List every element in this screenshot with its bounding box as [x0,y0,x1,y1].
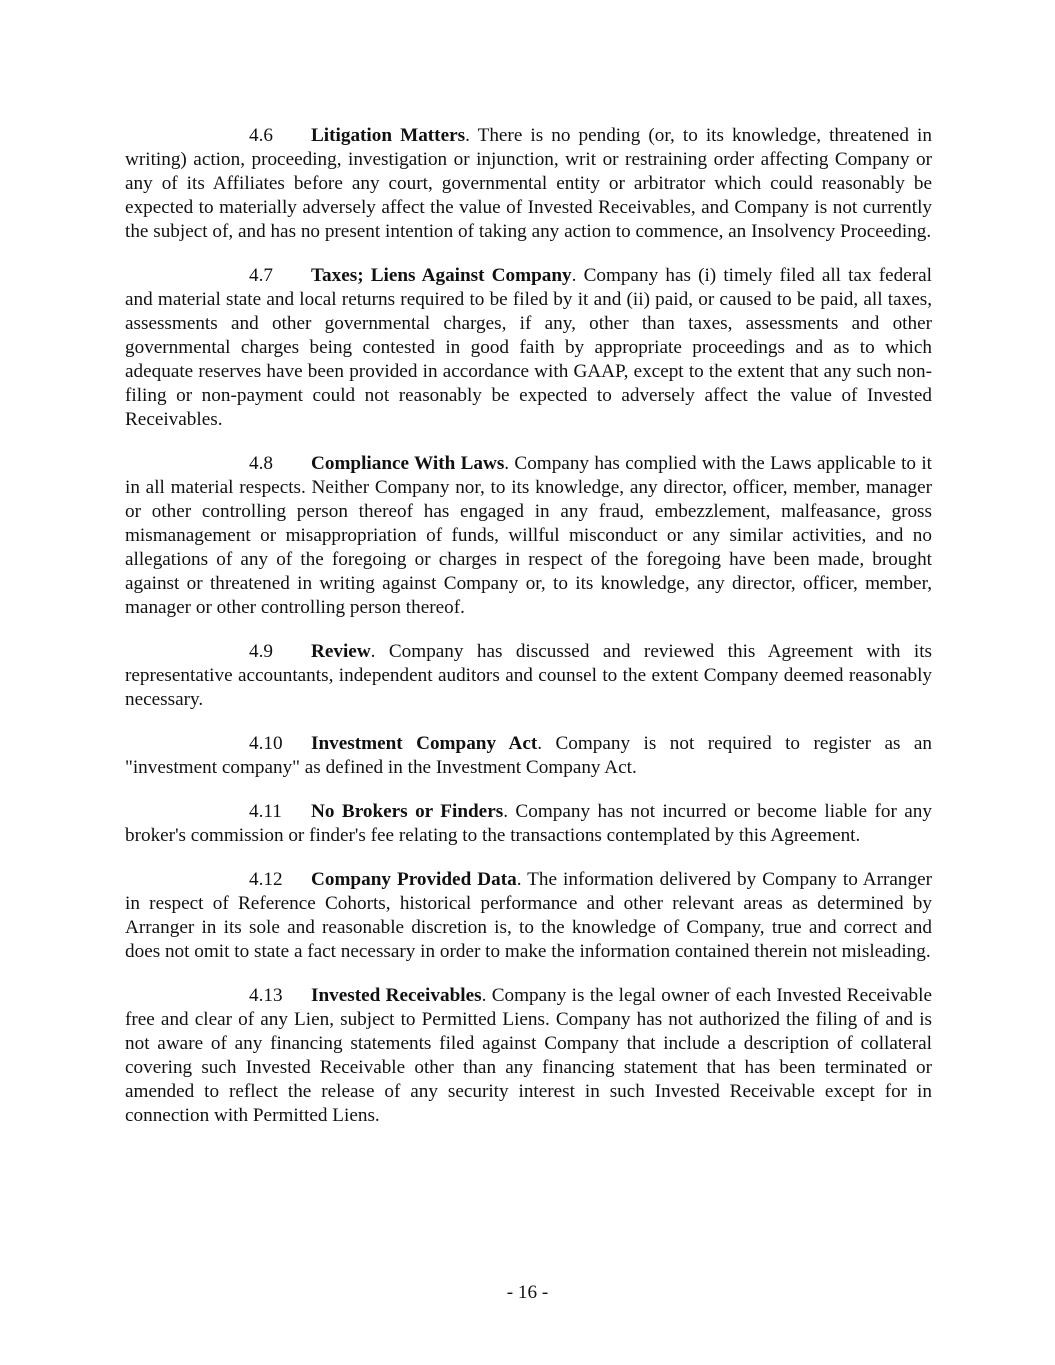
section-4-13 [125,984,932,1128]
section-body: . Company has not incurred or become liable for any broker's commission or finder's fee relating to the transactions contemplated by this Agreement. [125,801,932,846]
section-title: Company Provided Data [311,869,517,890]
section-body: . Company has complied with the Laws applicable to it in all material respects. Neither Company nor, to its knowledge, any director, officer, member, manager or other controlling person thereof has engaged in any fraud, embezzlement, malfeasance, gross mismanagement or misappropriation of funds, willful misconduct or any similar activities, and no allegations of any of the foregoing or charges in respect of the foregoing have been made, brought against or threatened in writing against Company or, to its knowledge, any director, officer, member, manager or other controlling person thereof. [125,453,932,618]
section-4-10 [125,732,932,780]
section-body: . There is no pending (or, to its knowledge, threatened in writing) action, proceeding, investigation or injunction, writ or restraining order affecting Company or any of its Affiliates before any court, governmental entity or arbitrator which could reasonably be expected to materially adversely affect the value of Invested Receivables, and Company is not currently the subject of, and has no present intention of taking any action to commence, an Insolvency Proceeding. [125,125,932,242]
section-number: 4.11 [249,801,282,822]
section-title: No Brokers or Finders [311,801,504,822]
document-page [125,124,932,1148]
section-body: . Company is the legal owner of each Invested Receivable free and clear of any Lien, subject to Permitted Liens. Company has not authorized the filing of and is not aware of any financing statements filed against Company that include a description of collateral covering such Invested Receivable other than any financing statement that has been terminated or amended to reflect the release of any security interest in such Invested Receivable except for in connection with Permitted Liens. [125,985,932,1126]
section-title: Compliance With Laws [311,453,505,474]
section-body: . The information delivered by Company to Arranger in respect of Reference Cohorts, historical performance and other relevant areas as determined by Arranger in its sole and reasonable discretion is, to the knowledge of Company, true and correct and does not omit to state a fact necessary in order to make the information contained therein not misleading. [125,869,932,962]
section-4-12 [125,868,932,964]
section-4-7 [125,264,932,432]
section-title: Litigation Matters [311,125,466,146]
section-title: Invested Receivables [311,985,482,1006]
section-number: 4.10 [249,733,283,754]
section-title: Investment Company Act [311,733,538,754]
section-4-6 [125,124,932,244]
section-4-11 [125,800,932,848]
section-number: 4.13 [249,985,283,1006]
section-body: . Company has discussed and reviewed this Agreement with its representative accountants, independent auditors and counsel to the extent Company deemed reasonably necessary. [125,641,932,710]
section-4-8 [125,452,932,620]
section-number: 4.8 [249,453,273,474]
section-title: Taxes; Liens Against Company [311,265,572,286]
section-body: . Company has (i) timely filed all tax federal and material state and local returns required to be filed by it and (ii) paid, or caused to be paid, all taxes, assessments and other governmental charges, if any, other than taxes, assessments and other governmental charges being contested in good faith by appropriate proceedings and as to which adequate reserves have been provided in accordance with GAAP, except to the extent that any such non-filing or non-payment could not reasonably be expected to adversely affect the value of Invested Receivables. [125,265,932,430]
section-number: 4.6 [249,125,273,146]
section-number: 4.12 [249,869,283,890]
section-body: . Company is not required to register as an "investment company" as defined in the Investment Company Act. [125,733,932,778]
section-number: 4.7 [249,265,273,286]
section-title: Review [311,641,371,662]
page-number: - 16 - [506,1282,549,1303]
section-number: 4.9 [249,641,273,662]
section-4-9 [125,640,932,712]
